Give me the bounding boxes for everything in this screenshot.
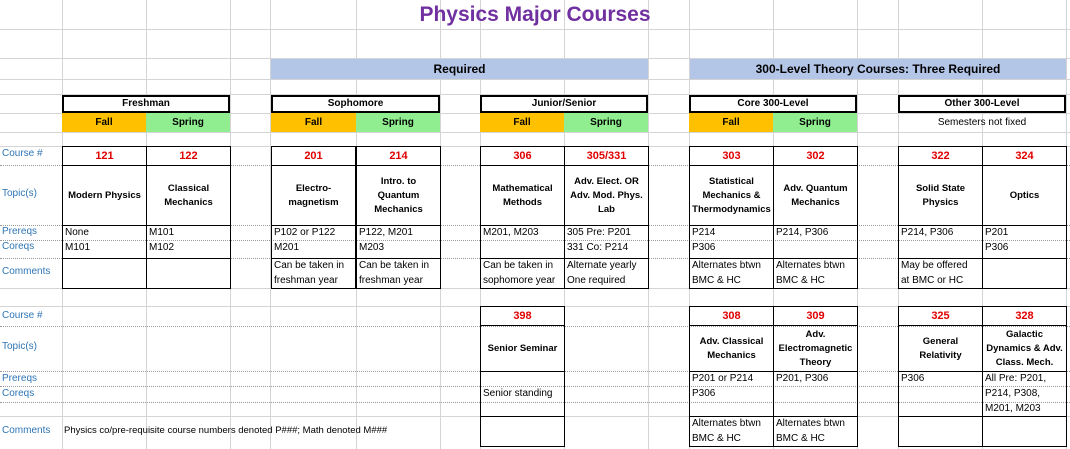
course-number: 121 (62, 146, 147, 166)
course-topic-lines (374, 175, 423, 217)
comment-line: Alternate yearly (567, 260, 637, 271)
topic-line: General (922, 335, 959, 347)
footnote: Physics co/pre-requisite course numbers denoted P###; Math denoted M### (64, 425, 388, 436)
topic-line: Adv. Classical (699, 335, 764, 347)
semesters-not-fixed: Semesters not fixed (937, 117, 1027, 128)
course-number: 309 (773, 306, 858, 326)
comment-line: One required (567, 275, 626, 286)
course-topic (898, 325, 983, 372)
topic-line: Modern Physics (68, 189, 141, 201)
topic-line: Physics (922, 196, 959, 208)
topic-line: Quantum (377, 189, 420, 201)
semester-fall: Fall (62, 113, 146, 132)
course-number: 306 (480, 146, 565, 166)
course-requisites (773, 225, 858, 259)
theory-band: 300-Level Theory Courses: Three Required (690, 59, 1066, 79)
topic-line: Solid State (915, 182, 966, 194)
course-requisites (146, 225, 231, 259)
year-header-other: Other 300-Level (898, 95, 1066, 113)
row-label-course: Course # (2, 310, 43, 321)
course-requisites (982, 371, 1067, 417)
course-comments (689, 258, 774, 289)
course-topic (773, 325, 858, 372)
course-number: 398 (480, 306, 565, 326)
comment-line: Alternates btwn (692, 260, 761, 271)
course-comments (982, 258, 1067, 289)
course-requisites (62, 225, 147, 259)
prereq-value: M101 (149, 227, 175, 238)
comment-line: Can be taken in (274, 260, 345, 271)
course-requisites (356, 225, 441, 259)
course-topic (271, 165, 356, 226)
course-requisites (773, 371, 858, 417)
course-comments (480, 416, 565, 447)
topic-line: Thermodynamics (692, 203, 771, 215)
topic-line: Electro- (295, 182, 332, 194)
topic-line: Senior Seminar (487, 342, 558, 354)
course-topic (773, 165, 858, 226)
topic-line: Theory (799, 356, 832, 368)
course-comments (982, 416, 1067, 447)
course-requisites (480, 225, 565, 259)
course-topic-lines (692, 175, 771, 217)
course-number: 308 (689, 306, 774, 326)
course-topic (982, 325, 1067, 372)
course-topic-lines (700, 335, 764, 363)
course-requisites (689, 225, 774, 259)
prereq-value: None (65, 227, 89, 238)
course-requisites (480, 371, 565, 417)
course-topic-lines (779, 328, 853, 370)
course-comments (146, 258, 231, 289)
comment-line: Can be taken in (483, 260, 554, 271)
comment-line (983, 259, 1066, 274)
course-comments (271, 258, 356, 289)
prereq-value: P214, P306 (901, 227, 954, 238)
cell-line: Senior standing (483, 388, 553, 399)
topic-line: Adv. Elect. OR (574, 175, 639, 187)
semester-spring: Spring (564, 113, 648, 132)
cell-line: Alternates btwn (692, 418, 761, 429)
coreq-value: M102 (149, 242, 175, 253)
course-topic-lines (1010, 189, 1040, 203)
course-comments (773, 416, 858, 447)
row-label-comments: Comments (2, 425, 51, 436)
cell-line: P201, P306 (776, 373, 829, 384)
topic-line: Mechanics (164, 196, 213, 208)
course-number: 122 (146, 146, 231, 166)
topic-line: Mechanics (707, 349, 756, 361)
comment-line: Alternates btwn (776, 260, 845, 271)
course-comments (898, 416, 983, 447)
topic-line: Relativity (919, 349, 962, 361)
topic-line: Mathematical (492, 182, 553, 194)
course-number: 303 (689, 146, 774, 166)
comment-line: BMC & HC (776, 275, 825, 286)
course-topic-lines (986, 328, 1063, 370)
cell-line (774, 387, 857, 402)
cell-line: P306 (901, 373, 925, 384)
row-label-comments: Comments (2, 266, 51, 277)
semester-fall: Fall (689, 113, 773, 132)
comment-line: BMC & HC (692, 275, 741, 286)
comment-line: sophomore year (483, 275, 556, 286)
course-number: 324 (982, 146, 1067, 166)
comment-line (63, 259, 146, 274)
topic-line: Adv. Mod. Phys. (570, 189, 643, 201)
topic-line: Intro. to (380, 175, 417, 187)
prereq-value: P102 or P122 (274, 227, 336, 238)
cell-line: P306 (692, 388, 716, 399)
row-label-course: Course # (2, 148, 43, 159)
coreq-value: M101 (65, 242, 91, 253)
course-topic (62, 165, 147, 226)
comment-line: Can be taken in (359, 260, 430, 271)
topic-line: Mechanics (791, 196, 840, 208)
course-number: 328 (982, 306, 1067, 326)
course-topic-lines (288, 182, 338, 210)
prereq-value: P201 (985, 227, 1009, 238)
course-comments (689, 416, 774, 447)
topic-line: Statistical (709, 175, 754, 187)
course-comments (564, 258, 649, 289)
year-header-core: Core 300-Level (689, 95, 857, 113)
course-topic (689, 325, 774, 372)
cell-line (481, 372, 564, 387)
comment-line: at BMC or HC (901, 275, 964, 286)
course-number: 305/331 (564, 146, 649, 166)
topic-line: Lab (598, 203, 615, 215)
course-topic (689, 165, 774, 226)
cell-line: P214, P308, (985, 388, 1041, 399)
row-label-coreqs: Coreqs (2, 241, 35, 252)
topic-line: Adv. (805, 328, 826, 340)
required-band: Required (271, 59, 648, 79)
comment-line: May be offered (901, 260, 968, 271)
cell-line: Alternates btwn (776, 418, 845, 429)
semester-fall: Fall (271, 113, 356, 132)
coreq-value: M201 (274, 242, 300, 253)
course-topic (480, 325, 565, 372)
course-number: 322 (898, 146, 983, 166)
course-topic-lines (783, 182, 847, 210)
course-comments (356, 258, 441, 289)
topic-line: Adv. Quantum (783, 182, 848, 194)
coreq-value: M203 (359, 242, 385, 253)
year-header-junior-senior: Junior/Senior (480, 95, 648, 113)
semester-fall: Fall (480, 113, 564, 132)
year-header-freshman: Freshman (62, 95, 230, 113)
course-requisites (564, 225, 649, 259)
course-requisites (898, 371, 983, 417)
row-label-coreqs: Coreqs (2, 388, 35, 399)
topic-line: Optics (1009, 189, 1040, 201)
course-requisites (271, 225, 356, 259)
course-comments (62, 258, 147, 289)
course-topic (898, 165, 983, 226)
course-requisites (689, 371, 774, 417)
row-label-topics: Topic(s) (2, 188, 38, 199)
course-comments (773, 258, 858, 289)
cell-line: All Pre: P201, (985, 373, 1047, 384)
course-number: 214 (356, 146, 441, 166)
semester-spring: Spring (773, 113, 857, 132)
row-label-prereqs: Prereqs (2, 226, 38, 237)
prereq-value: M201, M203 (483, 227, 539, 238)
course-topic (146, 165, 231, 226)
comment-line: freshman year (274, 275, 338, 286)
prereq-value: P122, M201 (359, 227, 413, 238)
comment-line (147, 259, 230, 274)
semester-spring: Spring (356, 113, 440, 132)
topic-line: Dynamics & Adv. (986, 342, 1063, 354)
page-title: Physics Major Courses (419, 3, 651, 26)
topic-line: Mechanics & (702, 189, 761, 201)
comment-line: freshman year (359, 275, 423, 286)
topic-line: magnetism (288, 196, 339, 208)
prereq-value: 305 Pre: P201 (567, 227, 631, 238)
course-topic-lines (919, 335, 961, 363)
topic-line: Methods (502, 196, 543, 208)
course-topic-lines (492, 182, 552, 210)
course-requisites (982, 225, 1067, 259)
coreq-value: 331 Co: P214 (567, 242, 629, 253)
row-label-topics: Topic(s) (2, 341, 38, 352)
topic-line: Mechanics (374, 203, 423, 215)
cell-line: BMC & HC (776, 433, 825, 444)
semester-spring: Spring (146, 113, 230, 132)
course-number: 302 (773, 146, 858, 166)
year-header-sophomore: Sophomore (271, 95, 440, 113)
course-topic-lines (488, 342, 558, 356)
prereq-value: P214 (692, 227, 716, 238)
course-comments (898, 258, 983, 289)
cell-line: BMC & HC (692, 433, 741, 444)
course-topic-lines (68, 189, 141, 203)
prereq-value: P214, P306 (776, 227, 829, 238)
course-topic (564, 165, 649, 226)
course-topic-lines (164, 182, 213, 210)
coreq-value: P306 (985, 242, 1009, 253)
course-topic (982, 165, 1067, 226)
topic-line: Classical (167, 182, 210, 194)
course-comments (480, 258, 565, 289)
course-requisites (898, 225, 983, 259)
course-number: 201 (271, 146, 356, 166)
course-topic-lines (570, 175, 643, 217)
cell-line: P201 or P214 (692, 373, 754, 384)
cell-line: M201, M203 (985, 403, 1041, 414)
topic-line: Galactic (1006, 328, 1043, 340)
course-number: 325 (898, 306, 983, 326)
topic-line: Class. Mech. (995, 356, 1054, 368)
row-label-prereqs: Prereqs (2, 373, 38, 384)
course-topic (480, 165, 565, 226)
course-topic (356, 165, 441, 226)
topic-line: Electromagnetic (778, 342, 853, 354)
coreq-value: P306 (692, 242, 716, 253)
course-topic-lines (916, 182, 965, 210)
